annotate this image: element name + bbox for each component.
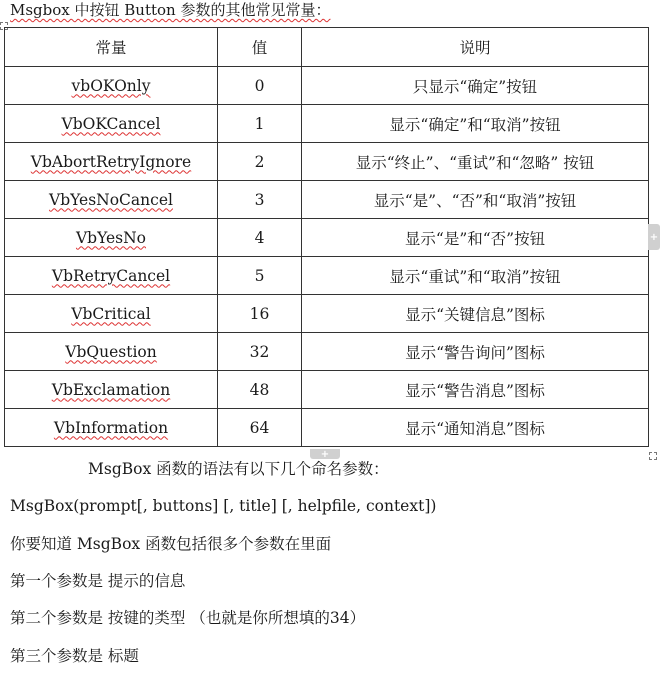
constant-value: 32 (218, 333, 302, 371)
plus-icon: + (320, 448, 330, 460)
section-heading (10, 0, 331, 20)
table-row (5, 333, 649, 371)
column-header-constant: 常量 (5, 28, 218, 67)
constant-value: 5 (218, 257, 302, 295)
constant-description: 显示“确定”和“取消”按钮 (302, 105, 649, 143)
table-row (5, 181, 649, 219)
column-header-description: 说明 (302, 28, 649, 67)
heading-text: Msgbox 中按钮 Button 参数的其他常见常量： (10, 1, 331, 19)
constant-value: 4 (218, 219, 302, 257)
table-row (5, 105, 649, 143)
constant-name: VbQuestion (65, 342, 157, 361)
table-row (5, 143, 649, 181)
constant-description: 显示“是”、“否”和“取消”按钮 (302, 181, 649, 219)
constant-description: 显示“终止”、“重试”和“忽略” 按钮 (302, 143, 649, 181)
constant-value: 3 (218, 181, 302, 219)
constants-table (4, 27, 649, 447)
add-row-button[interactable] (310, 449, 340, 459)
paragraph-syntax-intro: MsgBox 函数的语法有以下几个命名参数： (88, 460, 389, 478)
constant-description: 显示“是”和“否”按钮 (302, 219, 649, 257)
constant-value: 0 (218, 67, 302, 105)
paragraph-note: 你要知道 MsgBox 函数包括很多个参数在里面 (10, 535, 332, 553)
constant-name: VbExclamation (51, 380, 171, 399)
paragraph-arg1: 第一个参数是 提示的信息 (10, 572, 186, 590)
constant-description: 显示“通知消息”图标 (302, 409, 649, 447)
table-row (5, 257, 649, 295)
table-resize-handle[interactable] (649, 452, 657, 460)
table-row (5, 219, 649, 257)
constant-name: vbOKOnly (71, 76, 151, 95)
constant-name: VbAbortRetryIgnore (30, 152, 192, 171)
constant-description: 显示“警告消息”图标 (302, 371, 649, 409)
table-row (5, 67, 649, 105)
table-header-row (5, 28, 649, 67)
paragraph-arg3: 第三个参数是 标题 (10, 647, 139, 665)
table-row (5, 409, 649, 447)
constant-value: 16 (218, 295, 302, 333)
constant-description: 显示“关键信息”图标 (302, 295, 649, 333)
constant-value: 64 (218, 409, 302, 447)
paragraph-syntax: MsgBox(prompt[, buttons] [, title] [, helpfile, context]) (10, 497, 437, 515)
constant-name: VbYesNoCancel (49, 190, 173, 209)
constant-name: VbRetryCancel (51, 266, 171, 285)
constant-description: 只显示“确定”按钮 (302, 67, 649, 105)
plus-icon: + (649, 231, 659, 243)
constant-value: 2 (218, 143, 302, 181)
paragraph-arg2: 第二个参数是 按键的类型 （也就是你所想填的34） (10, 609, 366, 627)
column-header-value: 值 (218, 28, 302, 67)
table-row (5, 295, 649, 333)
constant-name: VbCritical (71, 304, 151, 323)
constant-description: 显示“重试”和“取消”按钮 (302, 257, 649, 295)
constant-value: 48 (218, 371, 302, 409)
constant-description: 显示“警告询问”图标 (302, 333, 649, 371)
constant-name: VbInformation (53, 418, 169, 437)
add-column-button[interactable] (648, 224, 660, 250)
constant-name: VbYesNo (75, 228, 147, 247)
constant-value: 1 (218, 105, 302, 143)
table-row (5, 371, 649, 409)
constant-name: VbOKCancel (61, 114, 161, 133)
